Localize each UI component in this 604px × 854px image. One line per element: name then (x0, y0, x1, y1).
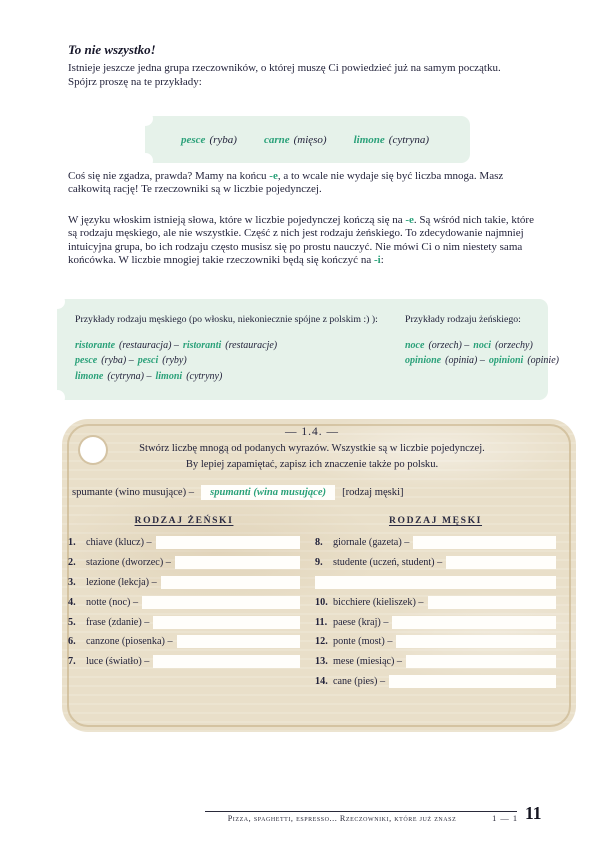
section-indicator: 1 — 1 (492, 814, 518, 823)
paragraph-text: W języku włoskim istnieją słowa, które w liczbie pojedynczej kończą się na (68, 214, 406, 226)
item-number: 3. (68, 576, 76, 588)
body-paragraph (68, 170, 538, 197)
column-header: Przykłady rodzaju męskiego (po włosku, niekoniecznie spójne z polskim :) ): (75, 314, 378, 325)
item-number: 13. (315, 656, 328, 668)
answer-blank[interactable] (161, 576, 300, 589)
item-label: bicchiere (kieliszek) – (333, 596, 424, 608)
answer-blank[interactable] (396, 635, 556, 648)
exercise-instruction: Stwórz liczbę mnogą od podanych wyrazów. Wszystkie są w liczbie pojedynczej. (139, 443, 485, 454)
polish-gloss: (restauracja) – (119, 340, 179, 351)
example-prompt: spumante (wino musujące) – (72, 487, 195, 498)
italian-word: opinioni (488, 355, 524, 367)
item-label: luce (światło) – (86, 656, 150, 668)
paragraph-text: . Są wśród nich takie, które są rodzaju męskiego, ale nie wszystkie. Część z nich jest rodzaju żeńskiego. To zdecydowanie najmniej intuicyjna grupa, bo ich rodzaju często musisz się po prostu nauczyć. Nie mówi Ci o nim niestety sama końcówka. W liczbie mnogiej takie rzeczowniki będą się kończyć na (68, 214, 534, 267)
item-label: ponte (most) – (333, 636, 393, 648)
italian-word: limone (353, 133, 385, 146)
item-number: 9. (315, 557, 323, 569)
item-number: 14. (315, 675, 328, 687)
item-number: 10. (315, 596, 328, 608)
polish-gloss: (ryby) (162, 355, 187, 367)
item-number: 7. (68, 656, 76, 668)
answer-blank[interactable] (142, 596, 300, 609)
italian-word: ristorante (75, 340, 116, 351)
italian-word: opinione (405, 355, 442, 367)
plural-suffix: -e (269, 170, 278, 182)
list-item (315, 632, 556, 652)
example-item (181, 134, 237, 146)
intro-paragraph: Istnieje jeszcze jedna grupa rzeczowników, o której muszę Ci powiedzieć już na samym początku. Spójrz proszę na te przykłady: (68, 62, 501, 88)
noun-pair (405, 338, 543, 353)
item-label: chiave (klucz) – (86, 537, 152, 549)
footer-rule (205, 811, 517, 812)
noun-pair (75, 338, 393, 353)
item-label: lezione (lekcja) – (86, 576, 157, 588)
answer-blank[interactable] (177, 635, 300, 648)
list-item (315, 612, 556, 632)
item-number: 4. (68, 596, 76, 608)
list-item (68, 652, 300, 672)
empty-row (68, 672, 300, 692)
item-number: 12. (315, 636, 328, 648)
item-number: 1. (68, 537, 76, 549)
italian-word: ristoranti (182, 340, 222, 351)
answer-blank[interactable] (153, 616, 300, 629)
answer-blank[interactable] (406, 655, 556, 668)
item-number: 2. (68, 557, 76, 569)
item-number: 5. (68, 616, 76, 628)
list-item-continuation (315, 573, 556, 593)
list-item (315, 533, 556, 553)
noun-pair (75, 353, 393, 368)
answer-blank-continuation[interactable] (315, 576, 556, 589)
polish-gloss: (cytryny) (186, 370, 223, 382)
feminine-column (68, 515, 300, 691)
list-item (68, 612, 300, 632)
answer-blank[interactable] (413, 536, 556, 549)
body-paragraph (68, 214, 538, 268)
polish-gloss: (mięso) (293, 133, 327, 146)
example-item (354, 134, 429, 146)
paragraph-text: : (380, 254, 384, 267)
gender-examples-box (57, 299, 559, 400)
plural-suffix: -e (405, 214, 414, 226)
polish-gloss: (cytryna) (388, 133, 430, 146)
polish-gloss: (opinie) (527, 355, 559, 367)
list-item (315, 672, 556, 692)
italian-word: limone (75, 370, 104, 382)
answer-blank[interactable] (389, 675, 556, 688)
running-title: Pizza, spaghetti, espresso... Rzeczowniki, które już znasz (227, 814, 457, 823)
item-number: 11. (315, 616, 328, 628)
polish-gloss: (restauracje) (225, 340, 278, 351)
list-item (68, 553, 300, 573)
item-label: frase (zdanie) – (86, 616, 150, 628)
cutting-board-panel (62, 419, 576, 732)
italian-word: noci (473, 340, 492, 351)
polish-gloss: (cytryna) – (107, 370, 152, 382)
item-label: mese (miesiąc) – (333, 656, 403, 668)
answer-blank[interactable] (446, 556, 556, 569)
column-header: Przykłady rodzaju żeńskiego: (405, 314, 521, 325)
polish-gloss: (orzech) – (428, 340, 470, 351)
exercise-columns (68, 515, 556, 691)
masculine-examples (75, 314, 393, 384)
item-label: canzone (piosenka) – (86, 636, 173, 648)
item-label: stazione (dworzec) – (86, 557, 171, 569)
answer-blank[interactable] (175, 556, 300, 569)
list-item (68, 533, 300, 553)
noun-pair (405, 353, 559, 368)
exercise-instruction: By lepiej zapamiętać, zapisz ich znaczenie także po polsku. (185, 459, 439, 470)
section-title: To nie wszystko! (68, 42, 156, 57)
example-note: [rodzaj męski] (342, 487, 404, 498)
example-item (264, 134, 327, 146)
item-label: studente (uczeń, student) – (333, 557, 443, 569)
italian-word: pesci (137, 355, 159, 367)
example-answer-chip: spumanti (wina musujące) (201, 485, 335, 500)
example-row (72, 485, 404, 500)
feminine-examples (405, 314, 559, 369)
item-number: 8. (315, 537, 323, 549)
italian-word: carne (263, 133, 290, 146)
answer-blank[interactable] (392, 616, 556, 629)
item-label: giornale (gazeta) – (333, 537, 410, 549)
polish-gloss: (opinia) – (445, 355, 485, 367)
item-label: cane (pies) – (333, 675, 386, 687)
answer-blank[interactable] (156, 536, 300, 549)
list-item (68, 632, 300, 652)
list-item (315, 592, 556, 612)
italian-word: pesce (181, 133, 206, 146)
list-item (68, 592, 300, 612)
list-item (315, 652, 556, 672)
noun-pair (75, 369, 393, 384)
italian-word: limoni (155, 370, 183, 382)
exercise-number: — 1.4. — (285, 426, 339, 438)
item-number: 6. (68, 636, 76, 648)
column-header-feminine: RODZAJ ŻEŃSKI (134, 515, 234, 526)
column-header-masculine: RODZAJ MĘSKI (388, 515, 483, 526)
list-item (315, 553, 556, 573)
answer-blank[interactable] (428, 596, 556, 609)
paragraph-text: , a to wcale nie wydaje się być liczba mnoga. Masz całkowitą rację! Te rzeczowniki są w liczbie pojedynczej. (68, 170, 504, 196)
page-number: 11 (525, 803, 542, 823)
item-label: notte (noc) – (86, 596, 139, 608)
paragraph-text: Coś się nie zgadza, prawda? Mamy na końcu (68, 170, 270, 182)
list-item (68, 573, 300, 593)
polish-gloss: (orzechy) (495, 340, 533, 351)
answer-blank[interactable] (153, 655, 300, 668)
italian-word: noce (405, 340, 425, 351)
polish-gloss: (ryba) – (101, 355, 134, 367)
italian-word: pesce (75, 355, 98, 367)
polish-gloss: (ryba) (209, 133, 237, 146)
masculine-column (315, 515, 556, 691)
examples-box (145, 116, 470, 163)
plural-suffix: -i (373, 254, 381, 267)
item-label: paese (kraj) – (333, 616, 389, 628)
